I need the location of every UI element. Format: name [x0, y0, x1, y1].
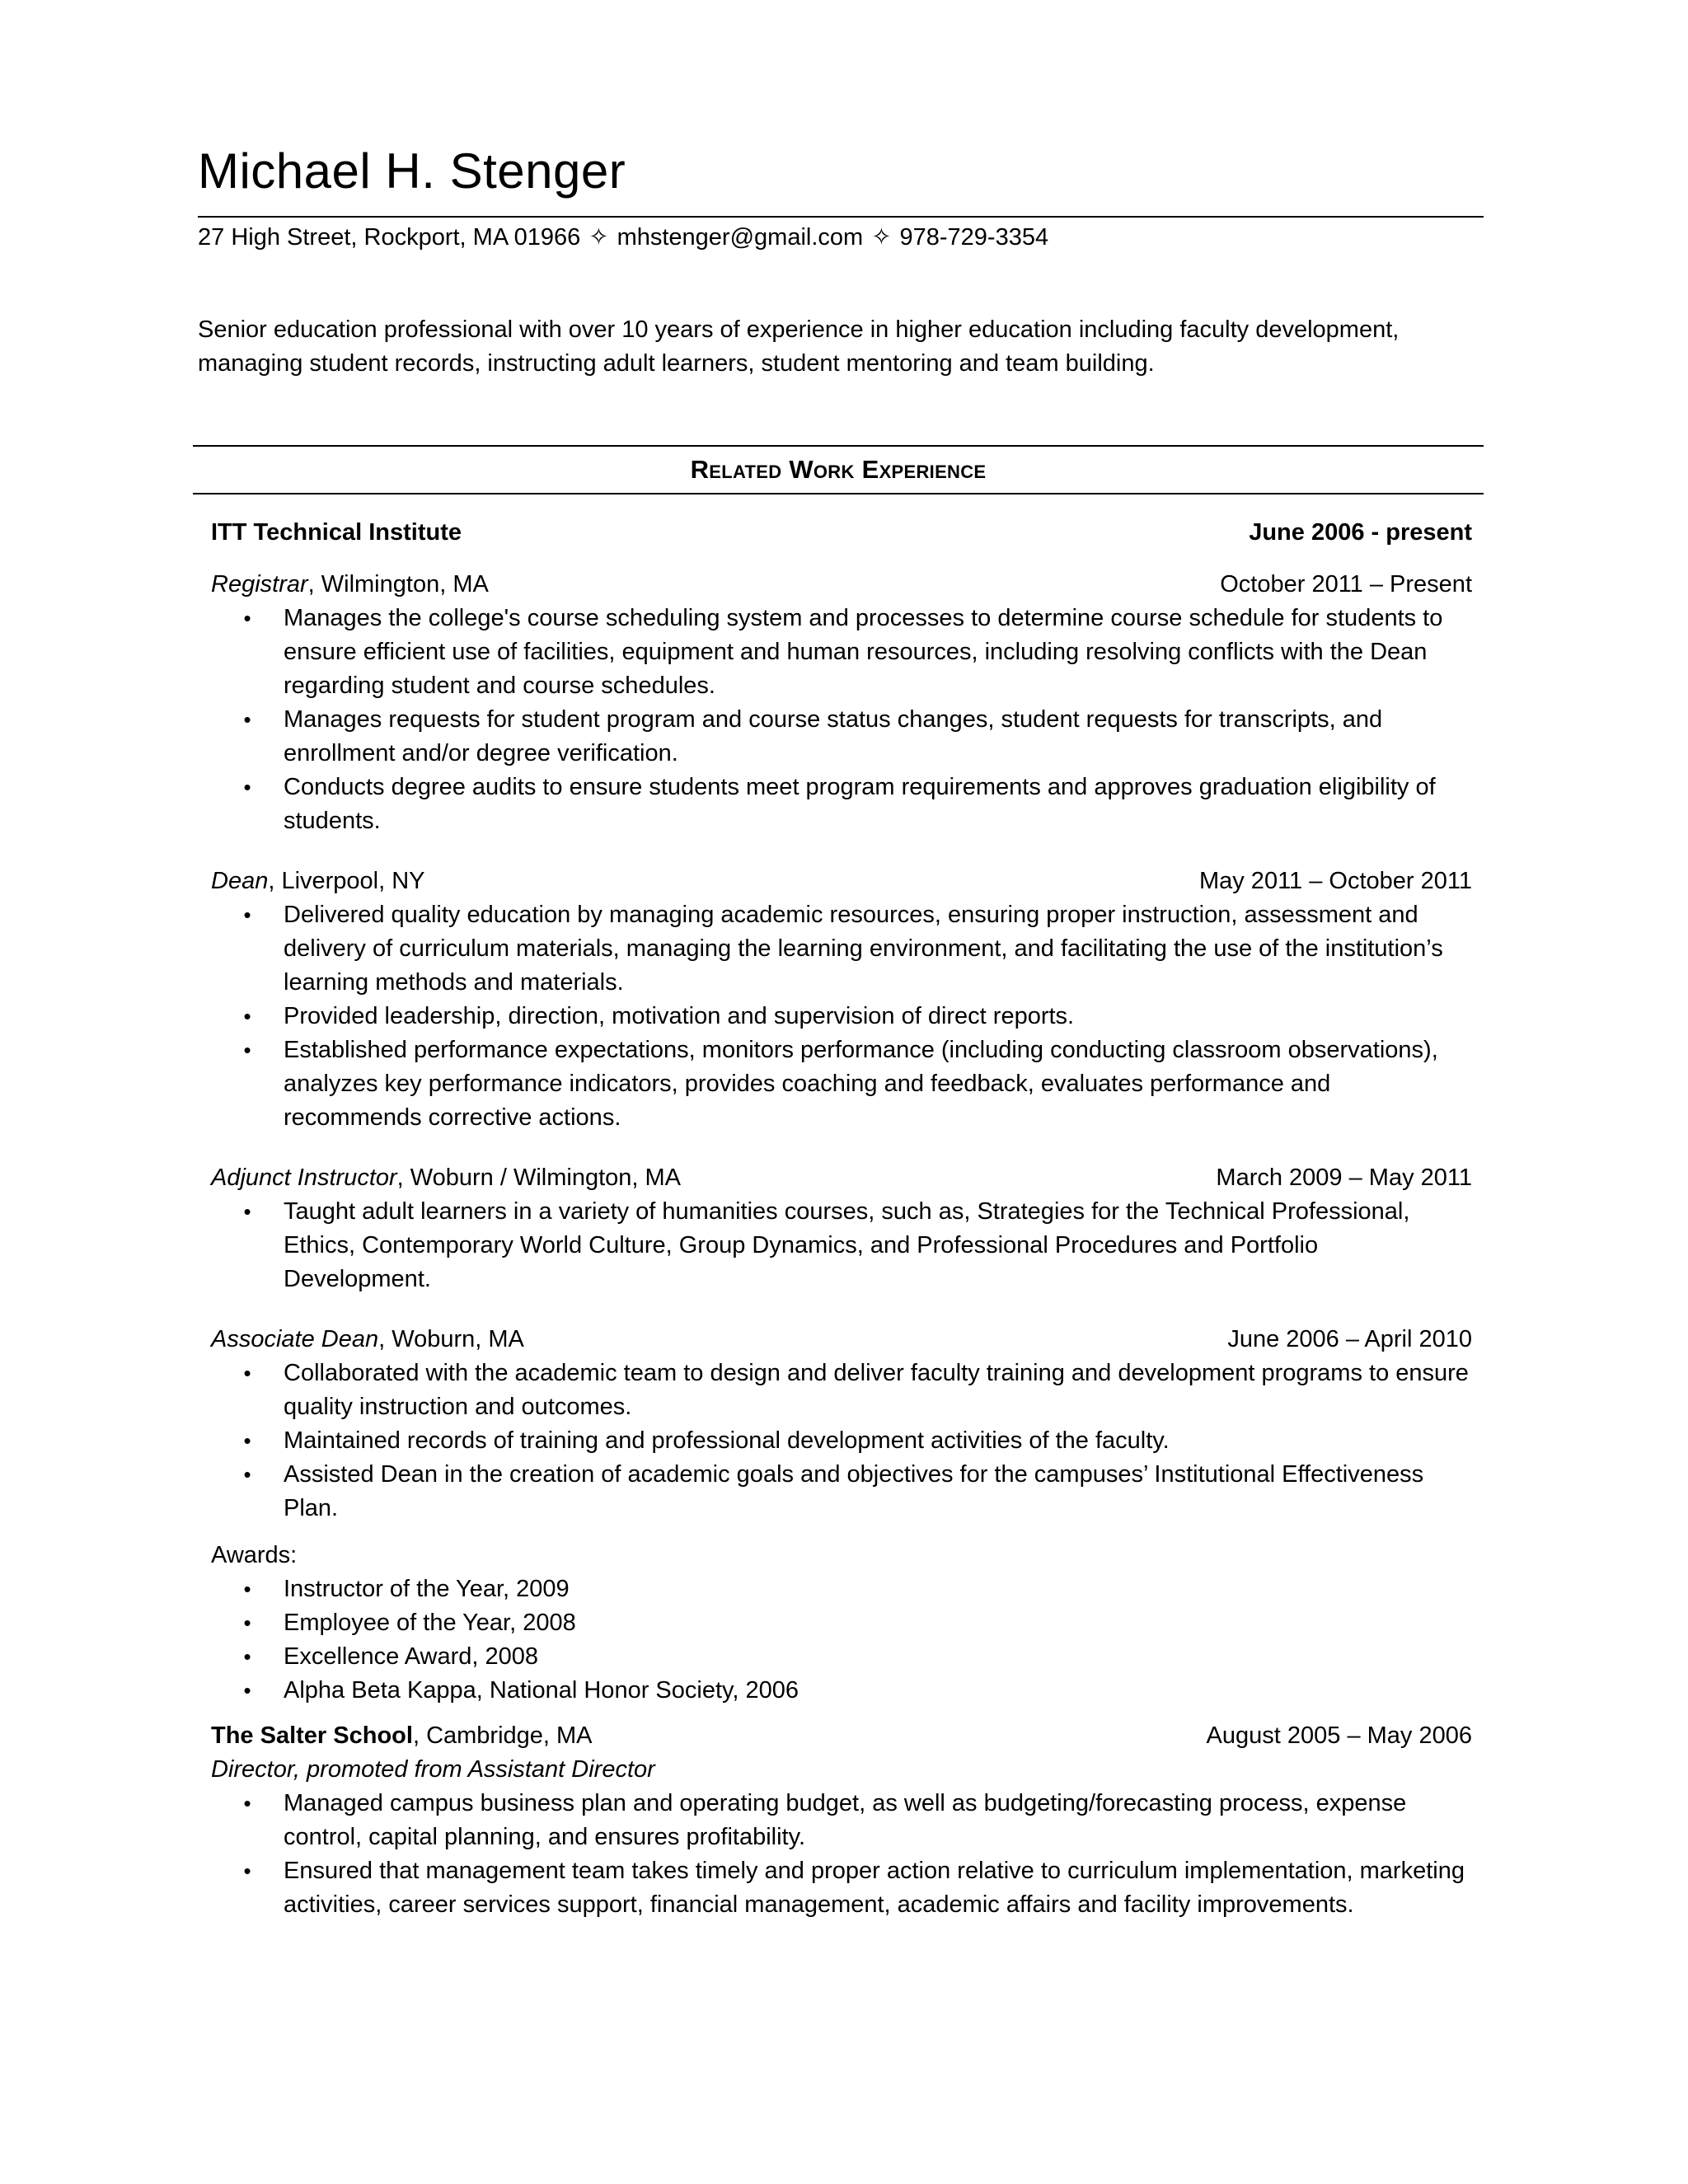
list-item	[211, 703, 1472, 771]
list-item	[211, 1195, 1472, 1296]
list-item	[211, 1033, 1472, 1135]
employer-row	[211, 1719, 1472, 1753]
bullet-icon: •	[243, 1577, 251, 1601]
bullet-icon: •	[243, 1610, 251, 1635]
job-header	[211, 865, 1472, 898]
award-text: Excellence Award, 2008	[284, 1643, 539, 1670]
list-item	[211, 771, 1472, 838]
summary-line: managing student records, instructing adult learners, student mentoring and team building.	[198, 350, 1155, 377]
separator-star-icon: ✧	[588, 224, 609, 251]
job-title: Associate Dean	[211, 1326, 379, 1352]
awards-list	[211, 1572, 1472, 1708]
bullet-icon: •	[243, 1004, 251, 1029]
bullet-text: Provided leadership, direction, motivation and supervision of direct reports.	[284, 1003, 1075, 1029]
list-item	[211, 1572, 1472, 1606]
address: 27 High Street, Rockport, MA 01966	[198, 224, 581, 251]
job-entry	[211, 568, 1472, 838]
job-title: Dean	[211, 868, 269, 894]
job-dates: June 2006 – April 2010	[1227, 1326, 1472, 1352]
bullet-icon: •	[243, 775, 251, 799]
section-title: Related Work Experience	[690, 455, 987, 484]
list-item	[211, 1000, 1472, 1033]
bullet-icon: •	[243, 1858, 251, 1883]
bullet-text: Ensured that management team takes timely and proper action relative to curriculum implementation, marketing activities, career services support, financial management, academic affairs and facility improvements.	[284, 1858, 1465, 1918]
list-item	[211, 1640, 1472, 1674]
bullet-text: Established performance expectations, monitors performance (including conducting classroom observations), analyzes key performance indicators, provides coaching and feedback, evaluates performance and recommends corrective actions.	[284, 1037, 1438, 1131]
applicant-name: Michael H. Stenger	[198, 143, 626, 199]
summary	[198, 313, 1492, 381]
list-item	[211, 898, 1472, 1000]
list-item	[211, 1674, 1472, 1708]
employer-name: ITT Technical Institute	[211, 519, 462, 546]
job-entry	[211, 865, 1472, 1135]
job-header	[211, 1323, 1472, 1357]
job-dates: October 2011 – Present	[1220, 571, 1472, 598]
employer-row	[211, 516, 1472, 550]
award-text: Alpha Beta Kappa, National Honor Society, 2006	[284, 1677, 799, 1704]
employer-location: , Cambridge, MA	[412, 1722, 593, 1749]
award-text: Instructor of the Year, 2009	[284, 1576, 570, 1602]
job-entry	[211, 1161, 1472, 1296]
job-location: , Wilmington, MA	[307, 571, 489, 598]
bullet-icon: •	[243, 1361, 251, 1385]
job-title-location	[211, 1161, 681, 1195]
list-item	[211, 1854, 1472, 1922]
job-dates: March 2009 – May 2011	[1216, 1165, 1472, 1191]
summary-line: Senior education professional with over 10 years of experience in higher education including faculty development,	[198, 316, 1400, 343]
email: mhstenger@gmail.com	[617, 224, 864, 251]
bullet-icon: •	[243, 707, 251, 732]
award-text: Employee of the Year, 2008	[284, 1610, 576, 1636]
job-location: , Woburn, MA	[378, 1326, 524, 1352]
contact-line	[198, 223, 1048, 252]
list-item	[211, 1787, 1472, 1854]
work-experience	[211, 516, 1472, 1922]
awards-label: Awards:	[211, 1542, 298, 1568]
job-header	[211, 1161, 1472, 1195]
employer-name-location	[211, 1719, 593, 1753]
employer-dates: August 2005 – May 2006	[1206, 1722, 1472, 1749]
bullet-icon: •	[243, 1199, 251, 1224]
bullet-icon: •	[243, 1791, 251, 1816]
bullet-icon: •	[243, 1428, 251, 1453]
list-item	[211, 602, 1472, 703]
bullet-icon: •	[243, 606, 251, 630]
section-heading	[193, 445, 1484, 494]
bullet-icon: •	[243, 1038, 251, 1062]
bullet-text: Manages requests for student program and course status changes, student requests for transcripts, and enrollment and/or degree verification.	[284, 706, 1383, 766]
bullet-text: Delivered quality education by managing academic resources, ensuring proper instruction, assessment and delivery of curriculum materials, managing the learning environment, and facilitating the use of the institution’s learning methods and materials.	[284, 902, 1443, 996]
job-location: , Woburn / Wilmington, MA	[396, 1165, 682, 1191]
separator-star-icon: ✧	[871, 224, 892, 251]
list-item	[211, 1424, 1472, 1458]
job-title-location	[211, 865, 425, 898]
bullet-text: Taught adult learners in a variety of humanities courses, such as, Strategies for the Technical Professional, Ethics, Contemporary World Culture, Group Dynamics, and Professional Procedures and Portfolio Development.	[284, 1198, 1410, 1292]
job-title: Director, promoted from Assistant Director	[211, 1756, 655, 1783]
job-header	[211, 568, 1472, 602]
bullet-text: Collaborated with the academic team to design and deliver faculty training and development programs to ensure quality instruction and outcomes.	[284, 1360, 1469, 1420]
bullet-text: Manages the college's course scheduling system and processes to determine course schedule for students to ensure efficient use of facilities, equipment and human resources, including resolving conflicts with the Dean regarding student and course schedules.	[284, 605, 1443, 699]
bullet-text: Conducts degree audits to ensure students meet program requirements and approves graduation eligibility of students.	[284, 774, 1436, 834]
job-entry	[211, 1323, 1472, 1526]
job-bullets	[211, 898, 1472, 1135]
name-underline	[198, 216, 1484, 218]
list-item	[211, 1458, 1472, 1526]
job-dates: May 2011 – October 2011	[1198, 868, 1472, 894]
job-bullets	[211, 1787, 1472, 1922]
job-bullets	[211, 1195, 1472, 1296]
job-bullets	[211, 602, 1472, 838]
job-title: Registrar	[211, 571, 308, 598]
bullet-text: Maintained records of training and professional development activities of the faculty.	[284, 1427, 1170, 1454]
bullet-icon: •	[243, 1462, 251, 1487]
bullet-text: Managed campus business plan and operating budget, as well as budgeting/forecasting process, expense control, capital planning, and ensures profitability.	[284, 1790, 1407, 1850]
bullet-text: Assisted Dean in the creation of academic goals and objectives for the campuses’ Institutional Effectiveness Plan.	[284, 1461, 1424, 1521]
job-location: , Liverpool, NY	[268, 868, 425, 894]
awards	[211, 1539, 1472, 1708]
job-title: Adjunct Instructor	[211, 1165, 397, 1191]
employer-name: The Salter School	[211, 1722, 413, 1749]
job-title-location	[211, 568, 489, 602]
bullet-icon: •	[243, 902, 251, 927]
list-item	[211, 1606, 1472, 1640]
job-title-location	[211, 1323, 524, 1357]
bullet-icon: •	[243, 1678, 251, 1703]
employer-dates: June 2006 - present	[1249, 519, 1472, 546]
phone: 978-729-3354	[899, 224, 1049, 251]
bullet-icon: •	[243, 1644, 251, 1669]
employer-entry	[211, 1719, 1472, 1922]
job-bullets	[211, 1357, 1472, 1526]
list-item	[211, 1357, 1472, 1424]
